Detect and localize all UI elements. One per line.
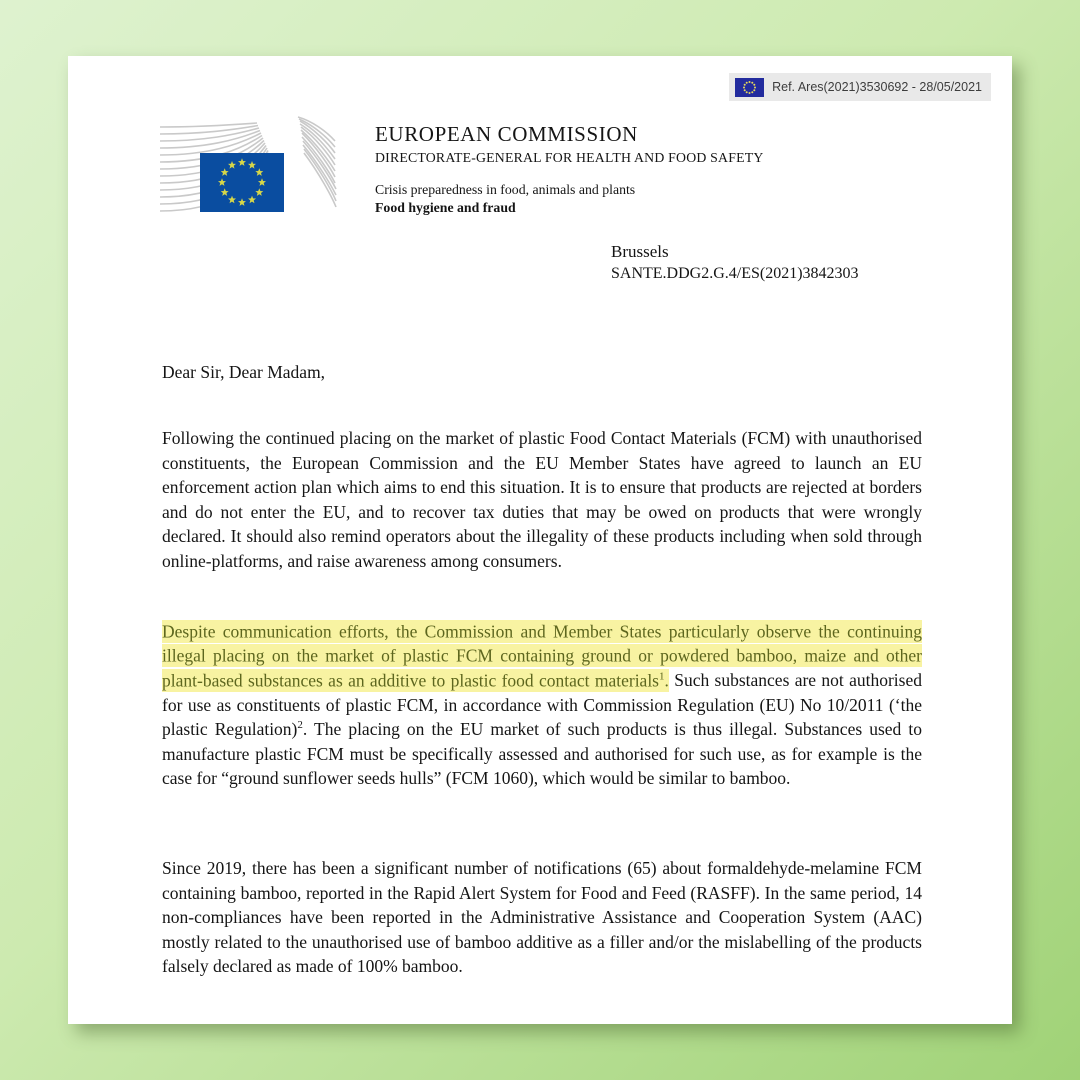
paragraph-notifications: Since 2019, there has been a significant number of notifications (65) about formaldehyde-melamine FCM containing bamboo, reported in the Rapid Alert System for Food and Feed (RASFF). In the same period, 14 non-compliances have been reported in the Administrative Assistance and Cooperation System (AAC) mostly related to the unauthorised use of bamboo additive as a filler and/or the mislabelling of the products falsely declared as made of 100% bamboo. xyxy=(162,858,922,976)
unit-name: Food hygiene and fraud xyxy=(375,200,516,215)
letterhead xyxy=(375,122,764,216)
footnote-marker-2: 2 xyxy=(297,719,303,732)
eu-flag-icon-small xyxy=(735,78,764,97)
paragraph-2-text-b: . The placing on the EU market of such products is thus illegal. Substances used to manufacture plastic FCM must be specifically assessed and authorised for such use, as for example is the case for “ground sunflower seeds hulls” (FCM 1060), which would be similar to bamboo. xyxy=(162,719,922,788)
registration-badge xyxy=(729,73,991,101)
highlight-end: . xyxy=(664,670,669,690)
letter-meta xyxy=(611,242,859,283)
european-commission-logo xyxy=(160,111,360,216)
directorate-name: DIRECTORATE-GENERAL FOR HEALTH AND FOOD SAFETY xyxy=(375,150,764,165)
salutation: Dear Sir, Dear Madam, xyxy=(162,362,326,382)
paragraph-bamboo-additives xyxy=(162,619,922,791)
unit-parent-name: Crisis preparedness in food, animals and plants xyxy=(375,182,636,197)
registration-ref-text: Ref. Ares(2021)3530692 - 28/05/2021 xyxy=(772,80,982,94)
logo-swoosh-right xyxy=(298,117,336,207)
institution-name: EUROPEAN COMMISSION xyxy=(375,122,638,146)
letter-reference-number: SANTE.DDG2.G.4/ES(2021)3842303 xyxy=(611,265,859,282)
highlight-text: Despite communication efforts, the Commission and Member States particularly observe the continuing illegal placing on the market of plastic FCM containing ground or powdered bamboo, maize and other plant-based substances as an additive to plastic food contact materials xyxy=(162,621,922,690)
paragraph-2-text-a: Such substances are not authorised for use as constituents of plastic FCM, in accordance with Commission Regulation (EU) No 10/2011 (‘the plastic Regulation) xyxy=(162,670,922,739)
footnote-marker-1: 1 xyxy=(659,670,665,683)
document-page xyxy=(68,56,1012,1024)
letter-city: Brussels xyxy=(611,242,669,261)
paragraph-enforcement-plan: Following the continued placing on the market of plastic Food Contact Materials (FCM) with unauthorised constituents, the European Commission and the EU Member States have agreed to launch an EU enforcement action plan which aims to end this situation. It is to ensure that products are rejected at borders and do not enter the EU, and to recover tax duties that may be owed on products that were wrongly declared. It should also remind operators about the illegality of these products including when sold through online-platforms, and raise awareness among consumers. xyxy=(162,428,922,571)
